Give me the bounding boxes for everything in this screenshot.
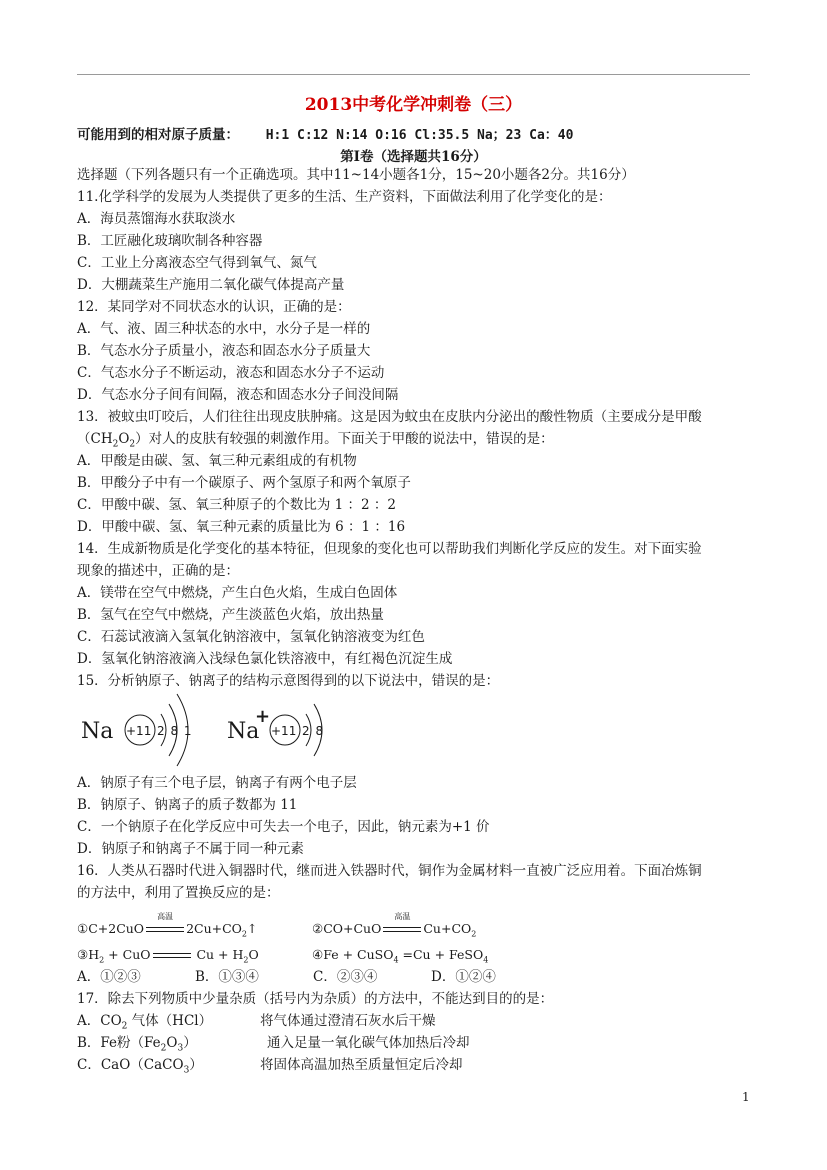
q17-option-b-method: 通入足量一氧化碳气体加热后冷却	[267, 1035, 470, 1051]
q17-option-c: C．CaO（CaCO$_3$）	[77, 1057, 203, 1076]
page-number: 1	[742, 1090, 750, 1104]
q12-option-a: A．气、液、固三种状态的水中，水分子是一样的	[77, 321, 371, 337]
q14-option-b: B．氢气在空气中燃烧，产生淡蓝色火焰，放出热量	[77, 607, 384, 623]
q16-stem-2: 的方法中，利用了置换反应的是：	[77, 885, 280, 901]
q14-option-a: A．镁带在空气中燃烧，产生白色火焰，生成白色固体	[77, 585, 398, 601]
q17-option-c-method: 将固体高温加热至质量恒定后冷却	[260, 1057, 463, 1073]
q15-option-a: A．钠原子有三个电子层，钠离子有两个电子层	[77, 775, 357, 791]
q17-option-a-method: 将气体通过澄清石灰水后干燥	[260, 1013, 436, 1029]
q13-option-b: B．甲酸分子中有一个碳原子、两个氢原子和两个氧原子	[77, 475, 411, 491]
q17-stem: 17．除去下列物质中少量杂质（括号内为杂质）的方法中，不能达到目的的是：	[77, 991, 554, 1007]
q13-option-d: D．甲酸中碳、氢、氧三种元素的质量比为 6 ：1 ：16	[77, 519, 406, 535]
q11-stem: 11.化学科学的发展为人类提供了更多的生活、生产资料，下面做法利用了化学变化的是：	[77, 189, 612, 205]
q15-option-c: C．一个钠原子在化学反应中可失去一个电子，因此，钠元素为+1 价	[77, 819, 490, 835]
na-symbol: Na	[81, 719, 114, 744]
q12-option-c: C．气态水分子不断运动，液态和固态水分子不运动	[77, 365, 385, 381]
q13-option-c: C．甲酸中碳、氢、氧三种原子的个数比为 1 ：2 ：2	[77, 497, 396, 513]
q11-option-c: C．工业上分离液态空气得到氧气、氮气	[77, 255, 317, 271]
reaction-condition: 高温	[394, 912, 411, 921]
q13-stem-1: 13．被蚊虫叮咬后，人们往往出现皮肤肿痛。这是因为蚊虫在皮肤内分泌出的酸性物质（主要成分是甲酸	[77, 409, 702, 425]
ion-shell-electrons: 2 8	[302, 724, 325, 738]
q14-option-d: D．氢氧化钠溶液滴入浅绿色氯化铁溶液中，有红褐色沉淀生成	[77, 651, 453, 667]
q12-option-b: B．气态水分子质量小，液态和固态水分子质量大	[77, 343, 371, 359]
q16-option-b: B．①③④	[195, 969, 259, 985]
q12-option-d: D．气态水分子间有间隔，液态和固态水分子间没间隔	[77, 387, 399, 403]
sodium-structure-diagram	[77, 688, 417, 768]
atomic-mass-values: H:1 C:12 N:14 O:16 Cl:35.5 Na；23 Ca：40	[265, 128, 574, 143]
q14-stem-2: 现象的描述中，正确的是：	[77, 563, 239, 579]
na-shell-electrons: 2 8 1	[157, 724, 193, 738]
atomic-mass-label: 可能用到的相对原子质量：	[77, 127, 239, 143]
section-title: 第Ⅰ卷（选择题共16分）	[340, 149, 487, 165]
q16-option-d: D．①②④	[431, 969, 496, 985]
q15-option-d: D．钠原子和钠离子不属于同一种元素	[77, 841, 304, 857]
q11-option-b: B．工匠融化玻璃吹制各种容器	[77, 233, 263, 249]
instructions: 选择题（下列各题只有一个正确选项。其中11~14小题各1分，15~20小题各2分。共16分）	[77, 167, 635, 183]
q13-stem-2: $(CH_2O_2)$对人的皮肤有较强的刺激作用。下面关于甲酸的说法中，错误的是：	[77, 431, 554, 450]
q16-reaction-3: $③H_2$ + CuO $Cu + H_2O$	[77, 947, 259, 965]
q16-option-c: C．②③④	[313, 969, 378, 985]
q15-option-b: B．钠原子、钠离子的质子数都为 11	[77, 797, 298, 813]
q13-option-a: A．甲酸是由碳、氢、氧三种元素组成的有机物	[77, 453, 357, 469]
q16-reaction-1: ①C+2CuO 高温 $2Cu+CO_2↑$	[77, 920, 258, 944]
q16-option-a: A．①②③	[77, 969, 141, 985]
q11-option-d: D．大棚蔬菜生产施用二氧化碳气体提高产量	[77, 277, 345, 293]
q17-option-b: B．Fe粉$(Fe_2O_3)$	[77, 1035, 197, 1054]
page-title: 2013中考化学冲刺卷（三）	[304, 95, 523, 115]
ion-charge: +	[255, 706, 271, 727]
reaction-condition: 高温	[157, 912, 174, 921]
q17-option-a: A．$CO_2$ 气体（HCl）	[77, 1013, 213, 1032]
q16-stem-1: 16．人类从石器时代进入铜器时代，继而进入铁器时代，铜作为金属材料一直被广泛应用着。下面冶炼铜	[77, 863, 702, 879]
q12-stem: 12．某同学对不同状态水的认识，正确的是：	[77, 299, 351, 315]
q15-stem: 15．分析钠原子、钠离子的结构示意图得到的以下说法中，错误的是：	[77, 673, 500, 689]
q16-reaction-2: ②CO+CuO 高温 $Cu+CO_2$	[312, 920, 476, 944]
na-nucleus-charge: +11	[126, 724, 152, 738]
atomic-mass-row	[77, 126, 573, 145]
q14-option-c: C．石蕊试液滴入氢氧化钠溶液中，氢氧化钠溶液变为红色	[77, 629, 425, 645]
ion-symbol: Na	[227, 719, 260, 744]
q11-option-a: A．海员蒸馏海水获取淡水	[77, 211, 236, 227]
ion-nucleus-charge: +11	[271, 724, 297, 738]
header-rule	[77, 74, 750, 75]
q16-options-row	[77, 968, 496, 986]
q14-stem-1: 14．生成新物质是化学变化的基本特征，但现象的变化也可以帮助我们判断化学反应的发生。对下面实验	[77, 541, 702, 557]
q16-reaction-4: ④Fe + CuSO$_4$ =Cu + FeSO$_4$	[312, 947, 489, 965]
